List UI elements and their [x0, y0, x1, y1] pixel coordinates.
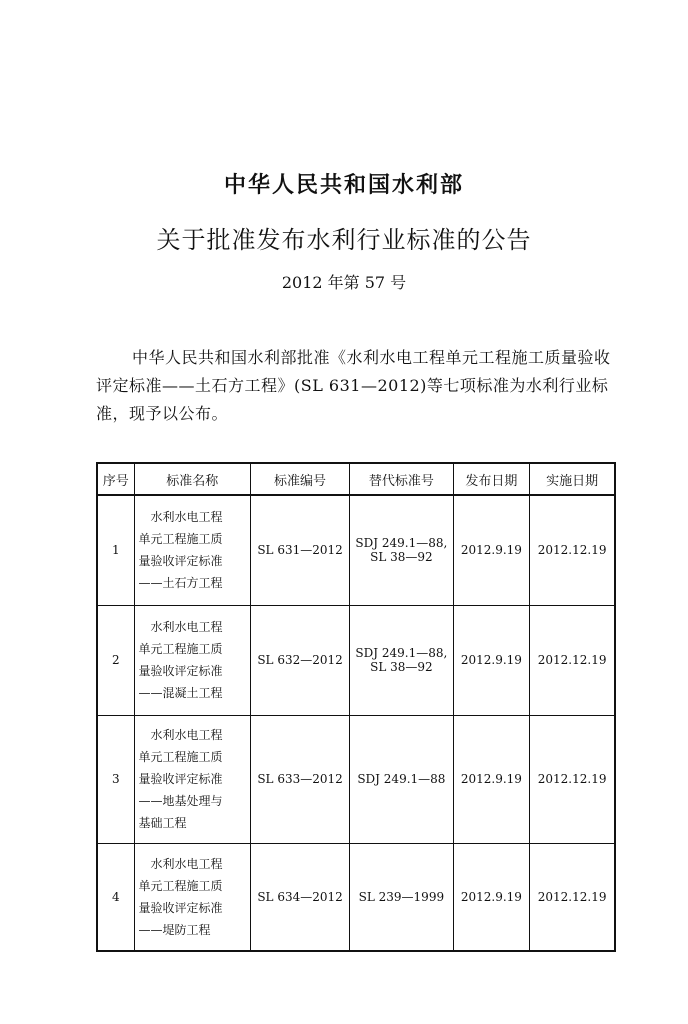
header-name: 标准名称 — [134, 463, 250, 495]
name-line: 量验收评定标准 — [138, 900, 223, 915]
name-line: 基础工程 — [138, 816, 187, 830]
name-line: 水利水电工程 — [150, 728, 223, 742]
issuing-organization: 中华人民共和国水利部 — [223, 173, 464, 198]
table-row — [97, 843, 615, 951]
row-replaced — [350, 715, 453, 843]
row-effective: 2012.12.19 — [530, 605, 615, 715]
row-published: 2012.9.19 — [453, 843, 530, 951]
table-header-row — [97, 463, 615, 495]
row-replaced — [350, 843, 453, 951]
name-line: 水利水电工程 — [150, 620, 223, 634]
replaced-line: SDJ 249.1—88, — [355, 536, 448, 551]
name-line: ——土石方工程 — [138, 576, 223, 591]
table-row — [97, 495, 615, 605]
row-effective: 2012.12.19 — [530, 843, 615, 951]
row-published: 2012.9.19 — [453, 495, 530, 605]
row-published: 2012.9.19 — [453, 605, 530, 715]
replaced-line: SL 38—92 — [370, 660, 433, 674]
row-seq: 4 — [97, 843, 134, 951]
row-standard-name — [134, 495, 250, 605]
header-effective: 实施日期 — [530, 463, 615, 495]
row-code: SL 632—2012 — [250, 605, 349, 715]
row-published: 2012.9.19 — [453, 715, 530, 843]
replaced-line: SL 239—1999 — [358, 889, 445, 904]
row-seq: 2 — [97, 605, 134, 715]
table-row — [97, 715, 615, 843]
name-line: 单元工程施工质 — [138, 532, 223, 547]
row-replaced — [350, 495, 453, 605]
row-code: SL 633—2012 — [250, 715, 349, 843]
name-line: 水利水电工程 — [150, 856, 223, 871]
standards-table — [96, 462, 616, 952]
name-line: ——堤防工程 — [138, 922, 211, 937]
row-standard-name — [134, 605, 250, 715]
name-line: 量验收评定标准 — [138, 554, 223, 569]
row-effective: 2012.12.19 — [530, 495, 615, 605]
table-row — [97, 605, 615, 715]
document-number: 2012 年第 57 号 — [281, 273, 407, 292]
header-code: 标准编号 — [250, 463, 349, 495]
name-line: 量验收评定标准 — [138, 664, 223, 678]
name-line: 单元工程施工质 — [138, 642, 223, 656]
row-seq: 1 — [97, 495, 134, 605]
name-line: ——混凝土工程 — [138, 686, 223, 700]
row-seq: 3 — [97, 715, 134, 843]
row-replaced — [350, 605, 453, 715]
replaced-line: SDJ 249.1—88, — [355, 646, 448, 660]
header-published: 发布日期 — [453, 463, 530, 495]
row-code: SL 631—2012 — [250, 495, 349, 605]
name-line: ——地基处理与 — [138, 794, 223, 808]
name-line: 量验收评定标准 — [138, 772, 223, 786]
announcement-title: 关于批准发布水利行业标准的公告 — [156, 226, 532, 254]
name-line: 单元工程施工质 — [138, 878, 223, 893]
row-code: SL 634—2012 — [250, 843, 349, 951]
replaced-line: SDJ 249.1—88 — [357, 772, 446, 786]
replaced-line: SL 38—92 — [370, 550, 433, 565]
header-seq: 序号 — [97, 463, 134, 495]
name-line: 水利水电工程 — [150, 510, 223, 525]
name-line: 单元工程施工质 — [138, 750, 223, 764]
header-replaced: 替代标准号 — [350, 463, 453, 495]
announcement-body: 中华人民共和国水利部批准《水利水电工程单元工程施工质量验收评定标准——土石方工程》(SL 631—2012)等七项标准为水利行业标准，现予以公布。 — [96, 348, 611, 423]
row-effective: 2012.12.19 — [530, 715, 615, 843]
row-standard-name — [134, 715, 250, 843]
row-standard-name — [134, 843, 250, 951]
